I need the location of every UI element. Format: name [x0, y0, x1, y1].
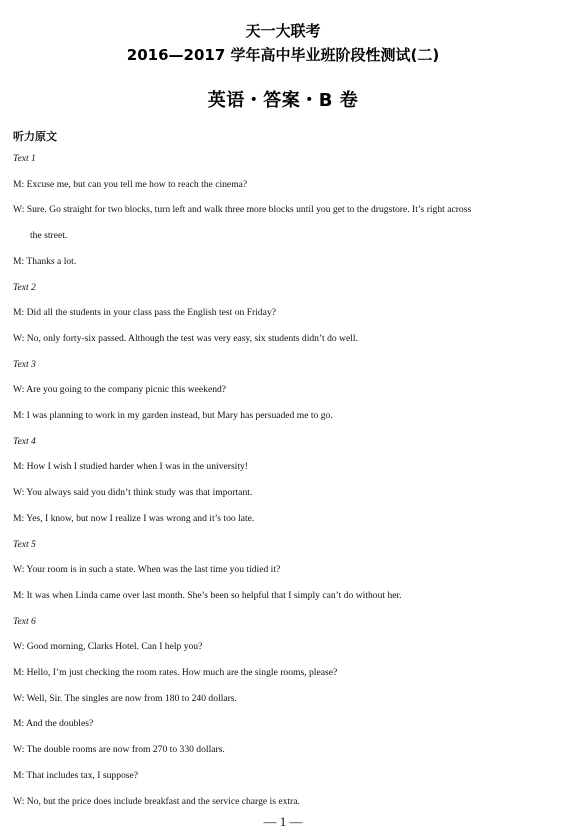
text-label: Text 1	[13, 153, 36, 164]
page-number: — 1 —	[263, 814, 303, 829]
transcript-line: M: Thanks a lot.	[13, 255, 77, 267]
exam-title: 2016—2017 学年高中毕业班阶段性测试(二)	[126, 46, 440, 64]
transcript-line: W: Good morning, Clarks Hotel. Can I help you?	[13, 641, 203, 653]
transcript-line: M: Did all the students in your class pass the English test on Friday?	[13, 307, 276, 319]
transcript-line: W: Are you going to the company picnic this weekend?	[13, 384, 227, 396]
transcript-line: W: You always said you didn’t think study was that important.	[13, 487, 253, 499]
text-label: Text 5	[13, 538, 36, 550]
transcript-line: M: How I wish I studied harder when I was in the university!	[13, 461, 249, 473]
text-label: Text 4	[13, 435, 36, 447]
transcript-line: M: Yes, I know, but now I realize I was wrong and it’s too late.	[13, 512, 255, 524]
text-label: Text 3	[13, 358, 36, 370]
transcript-line: M: And the doubles?	[13, 718, 94, 730]
transcript-line: W: Sure. Go straight for two blocks, turn left and walk three more blocks until you get to the drugstore. It’s right across	[13, 204, 472, 216]
answer-key-title: 英语・答案・B 卷	[207, 90, 359, 111]
transcript-line: M: Hello, I’m just checking the room rates. How much are the single rooms, please?	[13, 667, 338, 678]
organizer-title: 天一大联考	[245, 22, 321, 40]
transcript-line: W: The double rooms are now from 270 to 330 dollars.	[13, 744, 225, 756]
text-label: Text 2	[13, 281, 36, 293]
transcript-line: M: I was planning to work in my garden instead, but Mary has persuaded me to go.	[13, 410, 333, 421]
transcript-line: the street.	[30, 230, 68, 242]
transcript-line: M: That includes tax, I suppose?	[13, 769, 139, 781]
section-heading: 听力原文	[13, 130, 57, 143]
transcript-line: M: It was when Linda came over last month. She’s been so helpful that I simply can’t do without her.	[13, 589, 402, 601]
transcript-line: W: No, but the price does include breakfast and the service charge is extra.	[13, 795, 300, 807]
text-label: Text 6	[13, 615, 36, 627]
transcript-line: W: Well, Sir. The singles are now from 180 to 240 dollars.	[13, 692, 237, 704]
transcript-line: W: Your room is in such a state. When was the last time you tidied it?	[13, 564, 281, 576]
transcript-line: M: Excuse me, but can you tell me how to reach the cinema?	[13, 178, 248, 190]
transcript-line: W: No, only forty-six passed. Although the test was very easy, six students didn’t do well.	[13, 332, 358, 344]
